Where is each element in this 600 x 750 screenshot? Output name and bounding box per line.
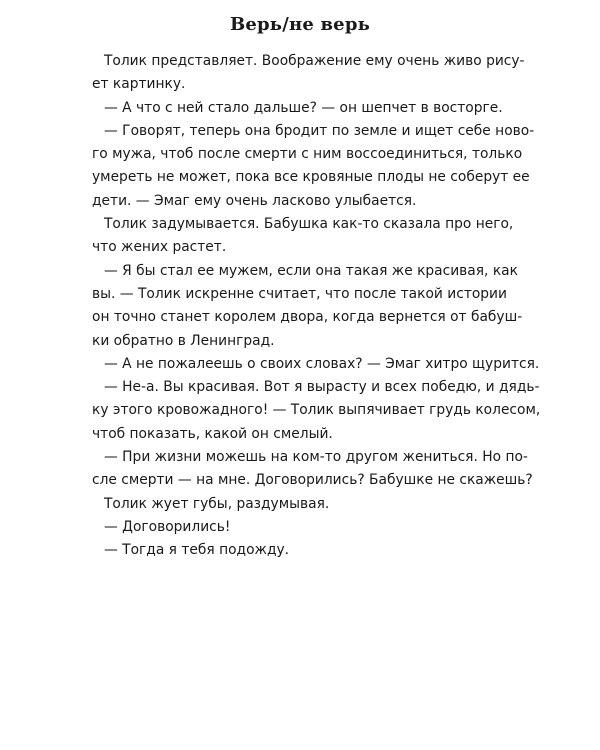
text-line: он точно станет королем двора, когда вернется от бабуш- [92,309,523,326]
text-line: что жених растет. [92,239,227,256]
text-line: сле смерти — на мне. Договорились? Бабушке не скажешь? [92,472,533,489]
text-line: — Я бы стал ее мужем, если она такая же красивая, как [104,262,518,279]
text-line: умереть не может, пока все кровяные плоды не соберут ее [92,169,530,186]
text-line: Толик задумывается. Бабушка как-то сказала про него, [104,216,514,233]
text-line: ки обратно в Ленинград. [92,332,275,349]
body-text [92,50,541,563]
text-line: чтоб показать, какой он смелый. [92,425,333,442]
text-line: ет картинку. [92,76,186,93]
text-line: Толик представляет. Воображение ему очень живо рису- [104,53,525,69]
text-line: дети. — Эмаг ему очень ласково улыбается. [92,192,417,209]
text-line: вы. — Толик искренне считает, что после такой истории [92,285,507,302]
text-line: — А не пожалеешь о своих словах? — Эмаг хитро щурится. [104,355,540,372]
text-line: — А что с ней стало дальше? — он шепчет в восторге. [104,99,503,116]
text-line: — Договорились! [104,518,231,535]
running-header: Верь/не верь [229,14,371,35]
text-line: — При жизни можешь на ком-то другом жениться. Но по- [104,449,528,466]
text-line: Толик жует губы, раздумывая. [104,495,330,512]
text-line: го мужа, чтоб после смерти с ним воссоединиться, только [92,146,523,163]
text-line: ку этого кровожадного! — Толик выпячивает грудь колесом, [92,402,541,419]
text-line: — Говорят, теперь она бродит по земле и ищет себе ново- [104,122,535,139]
text-line: — Не-а. Вы красивая. Вот я вырасту и всех победю, и дядь- [104,379,540,396]
text-line: — Тогда я тебя подожду. [104,542,290,559]
